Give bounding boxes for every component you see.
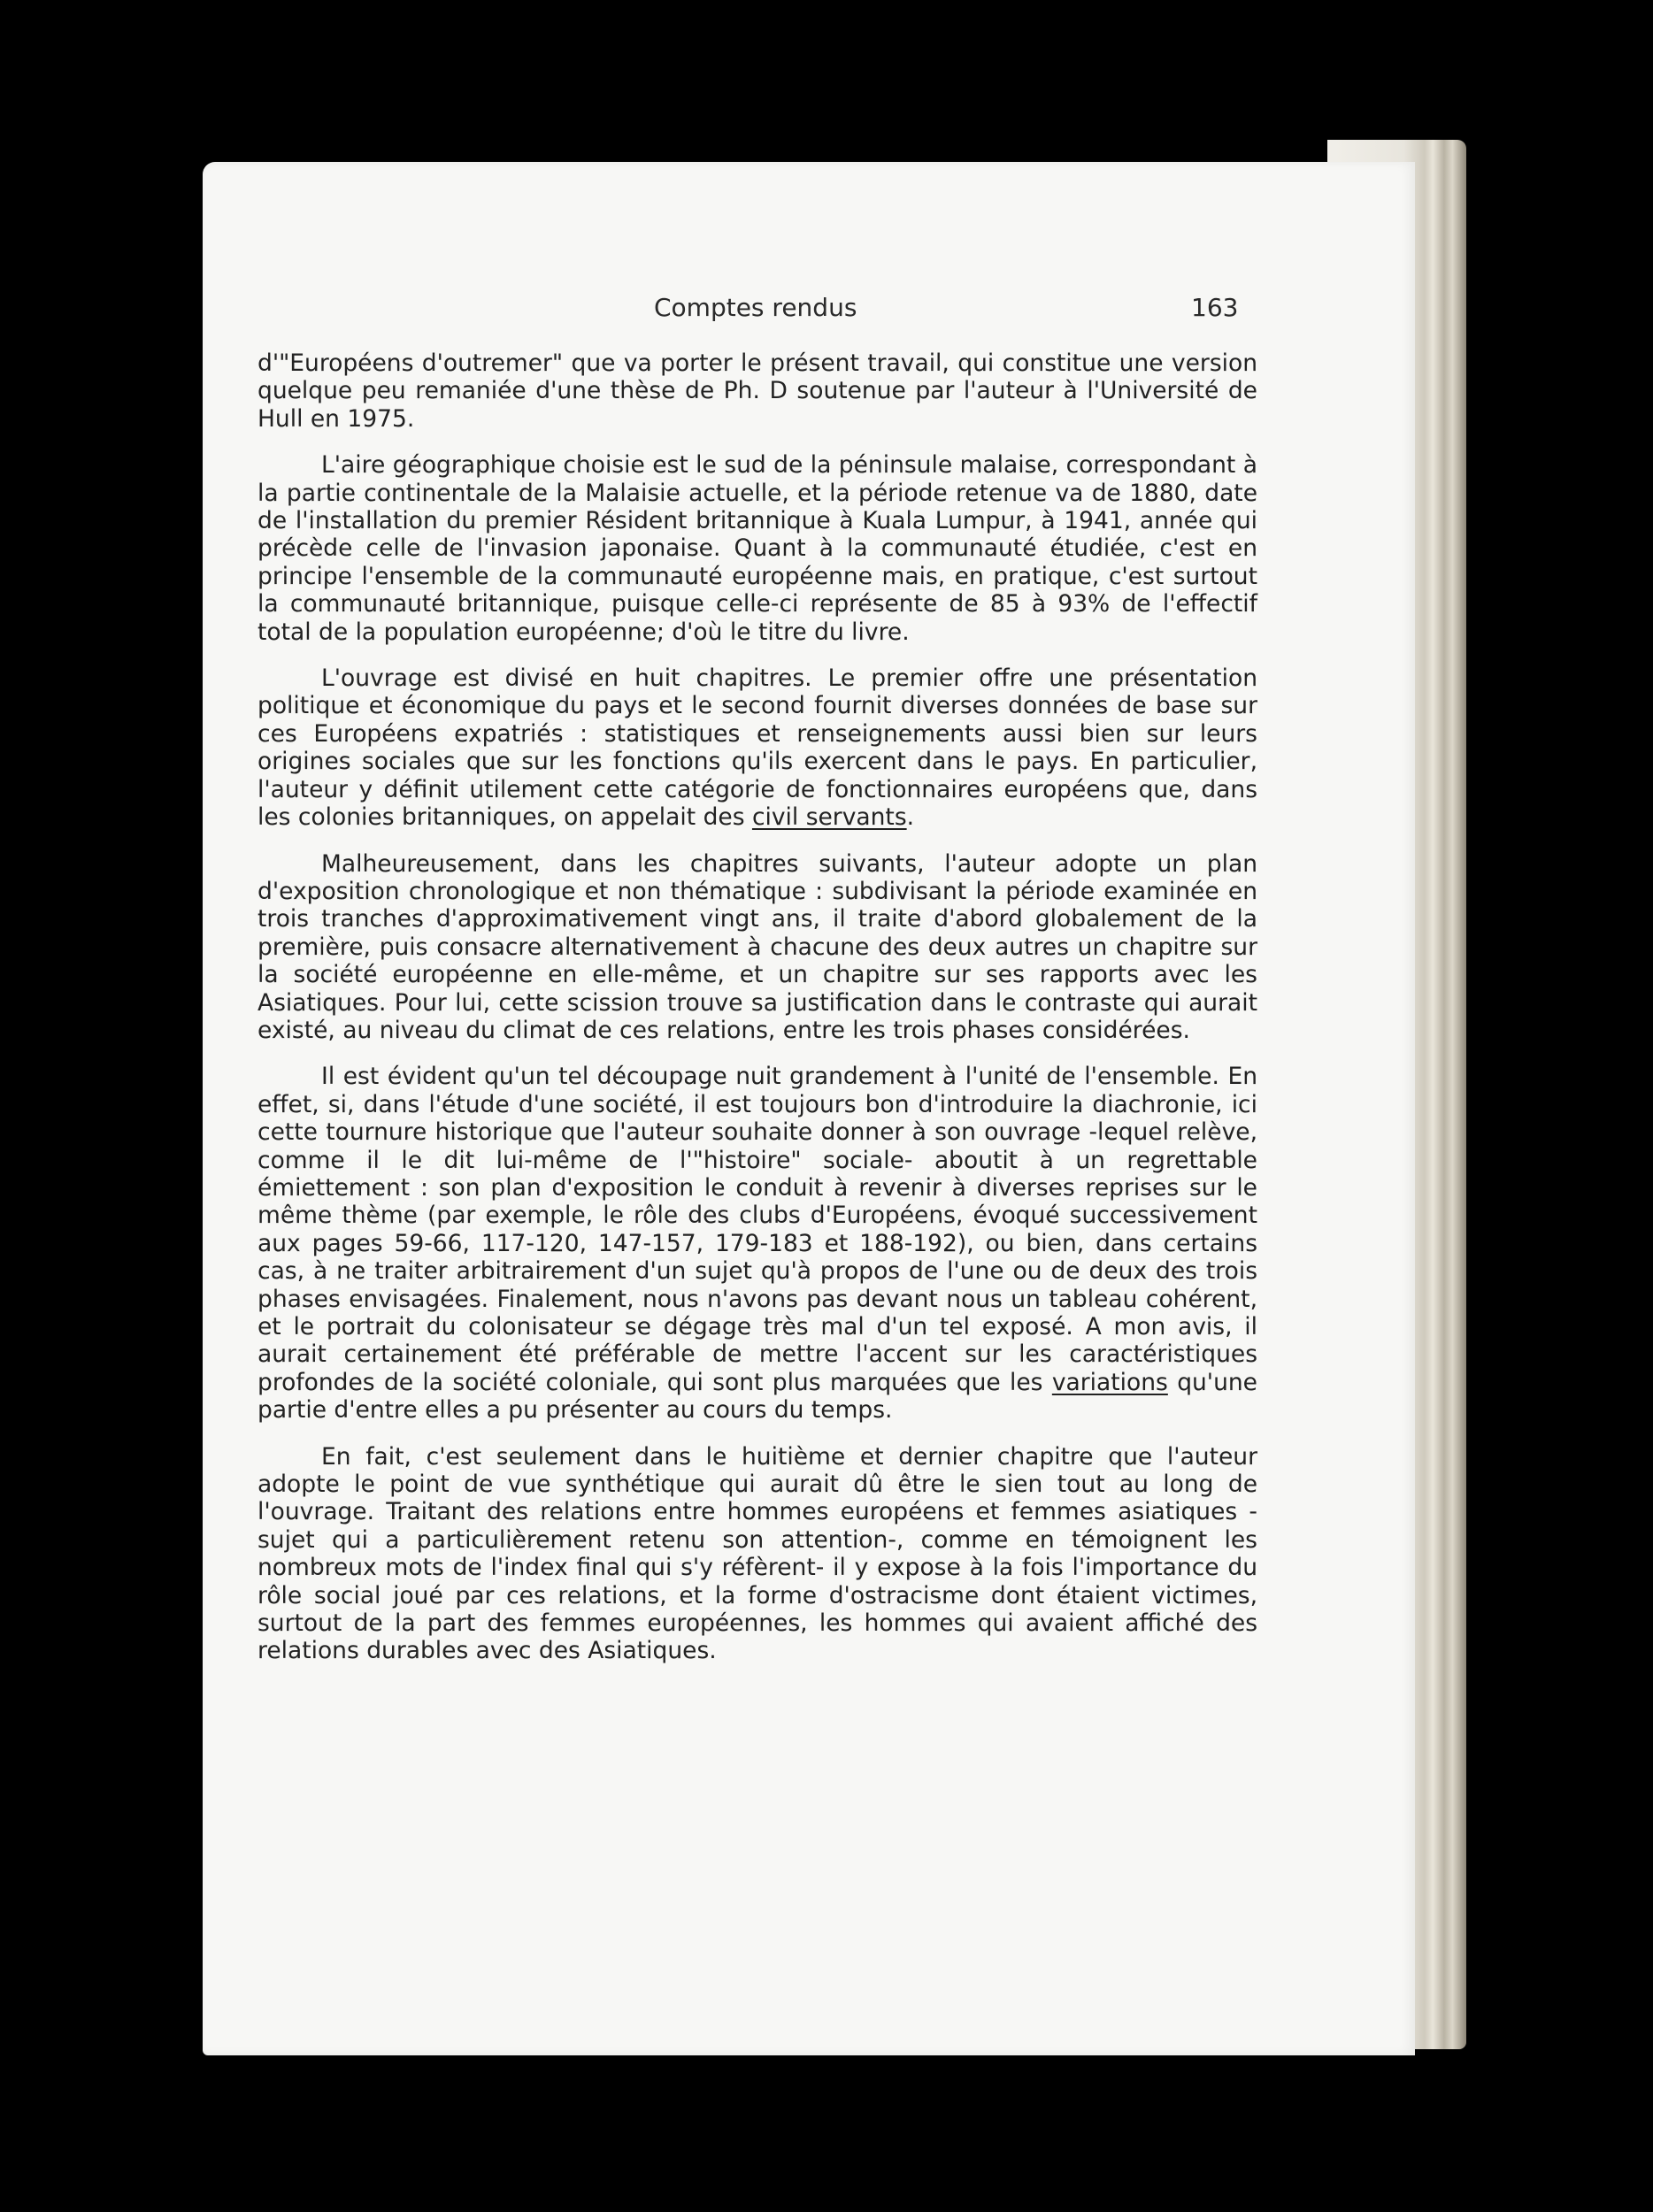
paragraph-4: Malheureusement, dans les chapitres suivants, l'auteur adopte un plan d'exposition chronologique et non thématique : subdivisant la période examinée en trois tranches d'approximativement vingt ans, il traite d'abord globalement de la première, puis consacre alternativement à chacune des deux autres un chapitre sur la société européenne en elle-même, et un chapitre sur ses rapports avec les Asiatiques. Pour lui, cette scission trouve sa justification dans le contraste qui aurait existé, au niveau du climat de ces relations, entre les trois phases considérées. — [258, 849, 1257, 1044]
running-head-title: Comptes rendus — [654, 293, 857, 322]
paragraph-3: L'ouvrage est divisé en huit chapitres. Le premier offre une présentation politique et économique du pays et le second fournit diverses données de base sur ces Européens expatriés : statistiques et renseignements aussi bien sur leurs origines sociales que sur les fonctions qu'ils exercent dans le pays. En particulier, l'auteur y définit utilement cette catégorie de fonctionnaires européens que, dans les colonies britanniques, on appelait des civil servants. — [258, 664, 1257, 832]
paragraph-2: L'aire géographique choisie est le sud de la péninsule malaise, correspondant à la partie continentale de la Malaisie actuelle, et la période retenue va de 1880, date de l'installation du premier Résident britannique à Kuala Lumpur, à 1941, année qui précède celle de l'invasion japonaise. Quant à la communauté étudiée, c'est en principe l'ensemble de la communauté européenne mais, en pratique, c'est surtout la communauté britannique, puisque celle-ci représente de 85 à 93% de l'effectif total de la population européenne; d'où le titre du livre. — [258, 451, 1257, 646]
paragraph-5: Il est évident qu'un tel découpage nuit grandement à l'unité de l'ensemble. En effet, si, dans l'étude d'une société, il est toujours bon d'introduire la diachronie, ici cette tournure historique que l'auteur souhaite donner à son ouvrage -lequel relève, comme il le dit lui-même de l'"histoire" sociale- aboutit à un regrettable émiettement : son plan d'exposition le conduit à revenir à diverses reprises sur le même thème (par exemple, le rôle des clubs d'Européens, évoqué successivement aux pages 59-66, 117-120, 147-157, 179-183 et 188-192), ou bien, dans certains cas, à ne traiter arbitrairement d'un sujet qu'à propos de l'une ou de deux des trois phases envisagées. Finalement, nous n'avons pas devant nous un tableau cohérent, et le portrait du colonisateur se dégage très mal d'un tel exposé. A mon avis, il aurait certainement été préférable de mettre l'accent sur les caractéristiques profondes de la société coloniale, qui sont plus marquées que les variations qu'une partie d'entre elles a pu présenter au cours du temps. — [258, 1063, 1257, 1425]
body-text — [258, 349, 1257, 1684]
paragraph-1: d'"Européens d'outremer" que va porter le présent travail, qui constitue une version quelque peu remaniée d'une thèse de Ph. D soutenue par l'auteur à l'Université de Hull en 1975. — [258, 349, 1257, 433]
underlined-term: variations — [1051, 1368, 1168, 1396]
underlined-term: civil servants — [751, 803, 907, 832]
page-number: 163 — [1191, 293, 1239, 322]
running-head — [203, 293, 1415, 328]
paragraph-6: En fait, c'est seulement dans le huitième et dernier chapitre que l'auteur adopte le point de vue synthétique qui aurait dû être le sien tout au long de l'ouvrage. Traitant des relations entre hommes européens et femmes asiatiques -sujet qui a particulièrement retenu son attention-, comme en témoignent les nombreux mots de l'index final qui s'y réfèrent- il y expose à la fois l'importance du rôle social joué par ces relations, et la forme d'ostracisme dont étaient victimes, surtout de la part des femmes européennes, les hommes qui avaient affiché des relations durables avec des Asiatiques. — [258, 1442, 1257, 1665]
book-page — [203, 162, 1415, 2055]
